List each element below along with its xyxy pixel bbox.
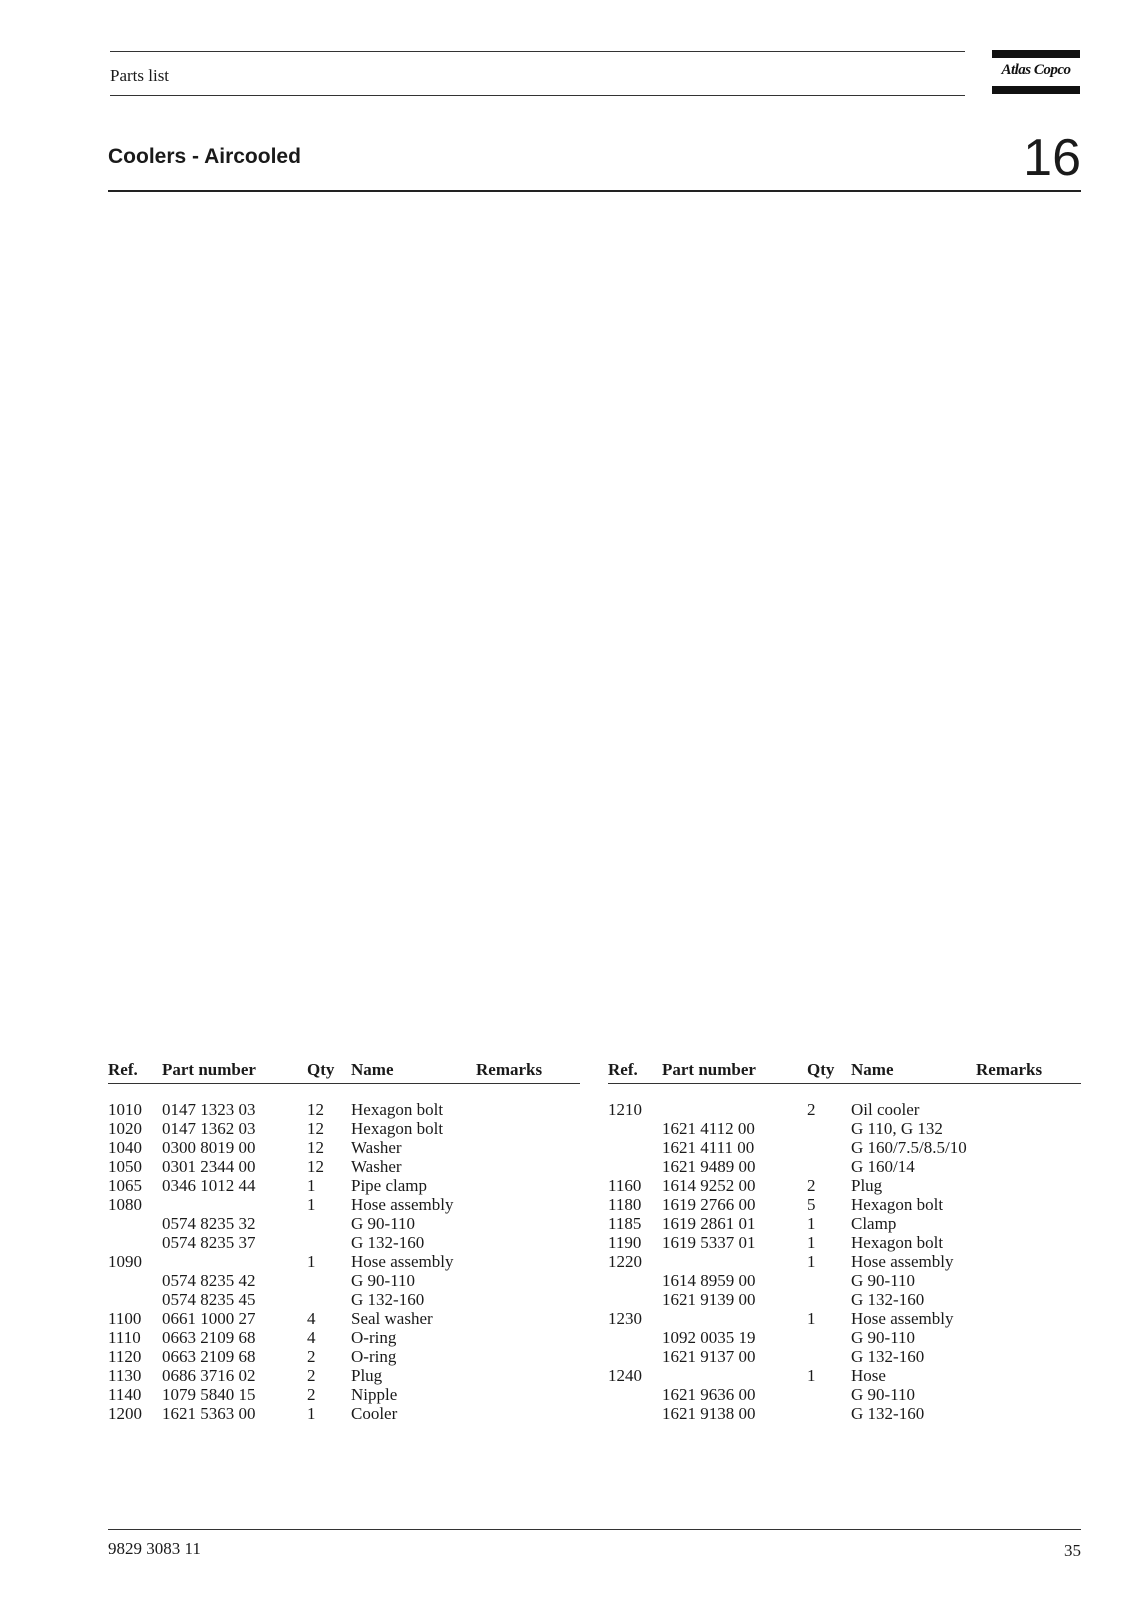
table-spacer-row bbox=[108, 1084, 580, 1101]
table-row bbox=[608, 1290, 1081, 1309]
cell-ref: 1065 bbox=[108, 1176, 142, 1195]
table-row bbox=[608, 1138, 1081, 1157]
logo-wordmark: Atlas Copco bbox=[1001, 62, 1071, 78]
cell-remarks bbox=[976, 1385, 1081, 1404]
cell-part-number: 0663 2109 68 bbox=[162, 1347, 256, 1366]
header-rule-bottom bbox=[110, 95, 965, 96]
cell-name: Hose assembly bbox=[851, 1252, 954, 1271]
cell-name: Hose assembly bbox=[351, 1252, 454, 1271]
col-header-ref: Ref. bbox=[608, 1060, 662, 1084]
cell-qty: 12 bbox=[307, 1119, 324, 1138]
cell-remarks bbox=[476, 1347, 580, 1366]
cell-name: G 160/14 bbox=[851, 1157, 915, 1176]
cell-remarks bbox=[976, 1252, 1081, 1271]
cell-remarks bbox=[976, 1214, 1081, 1233]
table-row bbox=[108, 1309, 580, 1328]
cell-ref bbox=[608, 1271, 662, 1290]
cell-name: G 132-160 bbox=[851, 1290, 925, 1309]
cell-name: G 90-110 bbox=[351, 1214, 416, 1233]
cell-part-number: 1092 0035 19 bbox=[662, 1328, 756, 1347]
cell-qty bbox=[807, 1271, 851, 1290]
cell-ref: 1200 bbox=[108, 1404, 142, 1423]
header-label: Parts list bbox=[110, 66, 170, 85]
cell-qty bbox=[307, 1271, 351, 1290]
table-row bbox=[608, 1309, 1081, 1328]
cell-qty bbox=[807, 1119, 851, 1138]
cell-qty: 4 bbox=[307, 1309, 316, 1328]
cell-remarks bbox=[976, 1347, 1081, 1366]
cell-qty: 1 bbox=[807, 1366, 816, 1385]
col-header-name: Name bbox=[851, 1060, 976, 1084]
cell-remarks bbox=[976, 1157, 1081, 1176]
cell-ref: 1110 bbox=[108, 1328, 141, 1347]
cell-remarks bbox=[476, 1328, 580, 1347]
cell-qty bbox=[807, 1347, 851, 1366]
table-row bbox=[608, 1100, 1081, 1119]
table-row bbox=[608, 1366, 1081, 1385]
table-row bbox=[108, 1100, 580, 1119]
cell-part-number: 0300 8019 00 bbox=[162, 1138, 256, 1157]
cell-remarks bbox=[976, 1366, 1081, 1385]
cell-ref bbox=[608, 1119, 662, 1138]
cell-remarks bbox=[976, 1404, 1081, 1423]
cell-name: G 90-110 bbox=[851, 1328, 916, 1347]
table-row bbox=[608, 1328, 1081, 1347]
cell-qty bbox=[807, 1328, 851, 1347]
table-row bbox=[108, 1157, 580, 1176]
cell-name: G 110, G 132 bbox=[851, 1119, 943, 1138]
table-row bbox=[108, 1195, 580, 1214]
cell-qty bbox=[307, 1214, 351, 1233]
col-header-remarks: Remarks bbox=[976, 1060, 1081, 1084]
cell-remarks bbox=[976, 1309, 1081, 1328]
cell-remarks bbox=[976, 1138, 1081, 1157]
header-rule-top bbox=[110, 51, 965, 52]
table-row bbox=[608, 1195, 1081, 1214]
cell-ref: 1210 bbox=[608, 1100, 642, 1119]
cell-ref bbox=[608, 1404, 662, 1423]
cell-name: Hexagon bolt bbox=[851, 1195, 944, 1214]
cell-name: G 132-160 bbox=[851, 1347, 925, 1366]
cell-ref: 1080 bbox=[108, 1195, 142, 1214]
cell-remarks bbox=[976, 1100, 1081, 1119]
col-header-remarks: Remarks bbox=[476, 1060, 580, 1084]
cell-ref bbox=[608, 1328, 662, 1347]
cell-part-number: 0574 8235 42 bbox=[162, 1271, 256, 1290]
cell-part-number bbox=[662, 1309, 807, 1328]
cell-remarks bbox=[476, 1309, 580, 1328]
table-row bbox=[608, 1176, 1081, 1195]
table-row bbox=[108, 1176, 580, 1195]
atlas-copco-logo bbox=[992, 50, 1080, 94]
cell-part-number: 0663 2109 68 bbox=[162, 1328, 256, 1347]
cell-qty: 1 bbox=[307, 1252, 316, 1271]
cell-ref: 1185 bbox=[608, 1214, 642, 1233]
table-row bbox=[108, 1385, 580, 1404]
cell-name: Hexagon bolt bbox=[351, 1119, 444, 1138]
cell-part-number: 0574 8235 45 bbox=[162, 1290, 256, 1309]
cell-name: Hose assembly bbox=[351, 1195, 454, 1214]
cell-remarks bbox=[976, 1233, 1081, 1252]
cell-ref bbox=[608, 1385, 662, 1404]
cell-ref bbox=[108, 1233, 162, 1252]
cell-qty: 12 bbox=[307, 1157, 324, 1176]
cell-qty bbox=[807, 1290, 851, 1309]
cell-qty: 1 bbox=[807, 1214, 816, 1233]
cell-ref: 1230 bbox=[608, 1309, 642, 1328]
cell-remarks bbox=[476, 1252, 580, 1271]
cell-ref: 1010 bbox=[108, 1100, 142, 1119]
cell-qty: 5 bbox=[807, 1195, 816, 1214]
cell-qty bbox=[307, 1233, 351, 1252]
cell-remarks bbox=[476, 1385, 580, 1404]
cell-part-number: 1621 9636 00 bbox=[662, 1385, 756, 1404]
cell-remarks bbox=[476, 1138, 580, 1157]
cell-remarks bbox=[476, 1290, 580, 1309]
cell-part-number: 0301 2344 00 bbox=[162, 1157, 256, 1176]
col-header-part-number: Part number bbox=[162, 1060, 307, 1084]
cell-part-number: 1621 9139 00 bbox=[662, 1290, 756, 1309]
cell-name: Washer bbox=[351, 1138, 402, 1157]
cell-name: Seal washer bbox=[351, 1309, 433, 1328]
table-row bbox=[108, 1347, 580, 1366]
cell-ref: 1040 bbox=[108, 1138, 142, 1157]
table-row bbox=[608, 1404, 1081, 1423]
cell-remarks bbox=[476, 1100, 580, 1119]
cell-ref: 1020 bbox=[108, 1119, 142, 1138]
cell-remarks bbox=[476, 1233, 580, 1252]
table-row bbox=[108, 1271, 580, 1290]
cell-part-number bbox=[162, 1195, 307, 1214]
cell-ref bbox=[608, 1157, 662, 1176]
cell-qty bbox=[307, 1290, 351, 1309]
cell-part-number: 1621 9137 00 bbox=[662, 1347, 756, 1366]
cell-part-number: 1619 2861 01 bbox=[662, 1214, 756, 1233]
page-number: 35 bbox=[1064, 1541, 1081, 1560]
cell-name: O-ring bbox=[351, 1347, 397, 1366]
cell-name: G 132-160 bbox=[351, 1290, 425, 1309]
cell-qty: 1 bbox=[307, 1195, 316, 1214]
cell-remarks bbox=[476, 1157, 580, 1176]
table-row bbox=[108, 1233, 580, 1252]
cell-name: Oil cooler bbox=[851, 1100, 920, 1119]
cell-remarks bbox=[976, 1119, 1081, 1138]
cell-remarks bbox=[476, 1271, 580, 1290]
cell-name: Hexagon bolt bbox=[351, 1100, 444, 1119]
cell-ref: 1100 bbox=[108, 1309, 142, 1328]
cell-qty: 2 bbox=[307, 1366, 316, 1385]
cell-qty: 1 bbox=[807, 1252, 816, 1271]
cell-qty: 2 bbox=[307, 1347, 316, 1366]
logo-bar-bottom bbox=[992, 86, 1080, 94]
cell-qty: 4 bbox=[307, 1328, 316, 1347]
col-header-ref: Ref. bbox=[108, 1060, 162, 1084]
cell-ref bbox=[608, 1347, 662, 1366]
cell-ref bbox=[608, 1290, 662, 1309]
cell-remarks bbox=[476, 1404, 580, 1423]
cell-ref: 1120 bbox=[108, 1347, 142, 1366]
document-number: 9829 3083 11 bbox=[108, 1539, 201, 1558]
logo-bar-top bbox=[992, 50, 1080, 58]
table-row bbox=[608, 1214, 1081, 1233]
col-header-part-number: Part number bbox=[662, 1060, 807, 1084]
cell-qty bbox=[807, 1404, 851, 1423]
cell-qty: 1 bbox=[307, 1176, 316, 1195]
cell-remarks bbox=[976, 1328, 1081, 1347]
cell-ref: 1090 bbox=[108, 1252, 142, 1271]
cell-part-number: 0574 8235 37 bbox=[162, 1233, 256, 1252]
cell-remarks bbox=[476, 1195, 580, 1214]
cell-ref bbox=[108, 1271, 162, 1290]
cell-qty: 2 bbox=[807, 1100, 816, 1119]
page-title: Coolers - Aircooled bbox=[108, 145, 301, 168]
cell-qty: 12 bbox=[307, 1138, 324, 1157]
parts-table-right bbox=[608, 1060, 1081, 1423]
cell-ref: 1140 bbox=[108, 1385, 142, 1404]
col-header-qty: Qty bbox=[807, 1060, 851, 1084]
cell-part-number: 1619 5337 01 bbox=[662, 1233, 756, 1252]
cell-part-number: 0686 3716 02 bbox=[162, 1366, 256, 1385]
table-row bbox=[108, 1404, 580, 1423]
cell-part-number bbox=[662, 1366, 807, 1385]
table-row bbox=[608, 1385, 1081, 1404]
cell-part-number: 1621 9138 00 bbox=[662, 1404, 756, 1423]
table-row bbox=[608, 1271, 1081, 1290]
cell-part-number bbox=[662, 1252, 807, 1271]
cell-remarks bbox=[476, 1366, 580, 1385]
cell-part-number: 1614 8959 00 bbox=[662, 1271, 756, 1290]
cell-remarks bbox=[476, 1214, 580, 1233]
table-row bbox=[608, 1252, 1081, 1271]
cell-part-number: 1614 9252 00 bbox=[662, 1176, 756, 1195]
cell-part-number: 1621 4112 00 bbox=[662, 1119, 755, 1138]
cell-qty: 1 bbox=[807, 1233, 816, 1252]
cell-ref: 1180 bbox=[608, 1195, 642, 1214]
cell-ref: 1160 bbox=[608, 1176, 642, 1195]
cell-name: G 132-160 bbox=[851, 1404, 925, 1423]
cell-part-number: 0147 1362 03 bbox=[162, 1119, 256, 1138]
cell-remarks bbox=[976, 1195, 1081, 1214]
cell-name: Clamp bbox=[851, 1214, 897, 1233]
cell-qty: 2 bbox=[807, 1176, 816, 1195]
table-spacer-row bbox=[608, 1084, 1081, 1101]
cell-name: Hexagon bolt bbox=[851, 1233, 944, 1252]
cell-part-number: 1621 4111 00 bbox=[662, 1138, 755, 1157]
cell-name: Nipple bbox=[351, 1385, 398, 1404]
table-header-row bbox=[608, 1060, 1081, 1084]
table-row bbox=[108, 1119, 580, 1138]
table-row bbox=[108, 1290, 580, 1309]
cell-part-number bbox=[162, 1252, 307, 1271]
cell-ref: 1190 bbox=[608, 1233, 642, 1252]
cell-name: Cooler bbox=[351, 1404, 398, 1423]
cell-name: G 160/7.5/8.5/10 bbox=[851, 1138, 967, 1157]
cell-part-number: 1621 5363 00 bbox=[162, 1404, 256, 1423]
cell-remarks bbox=[976, 1290, 1081, 1309]
table-row bbox=[608, 1157, 1081, 1176]
cell-name: Hose bbox=[851, 1366, 886, 1385]
table-row bbox=[608, 1119, 1081, 1138]
cell-name: G 132-160 bbox=[351, 1233, 425, 1252]
cell-qty bbox=[807, 1385, 851, 1404]
cell-part-number: 0661 1000 27 bbox=[162, 1309, 256, 1328]
table-row bbox=[108, 1252, 580, 1271]
parts-table-left bbox=[108, 1060, 580, 1423]
cell-remarks bbox=[976, 1176, 1081, 1195]
cell-name: Plug bbox=[351, 1366, 383, 1385]
table-row bbox=[608, 1347, 1081, 1366]
cell-qty: 12 bbox=[307, 1100, 324, 1119]
cell-name: Hose assembly bbox=[851, 1309, 954, 1328]
cell-ref bbox=[608, 1138, 662, 1157]
table-row bbox=[108, 1138, 580, 1157]
cell-remarks bbox=[976, 1271, 1081, 1290]
cell-ref: 1240 bbox=[608, 1366, 642, 1385]
cell-part-number: 0147 1323 03 bbox=[162, 1100, 256, 1119]
cell-qty bbox=[807, 1157, 851, 1176]
cell-name: G 90-110 bbox=[851, 1271, 916, 1290]
cell-part-number: 1079 5840 15 bbox=[162, 1385, 256, 1404]
cell-qty: 1 bbox=[307, 1404, 316, 1423]
col-header-qty: Qty bbox=[307, 1060, 351, 1084]
cell-qty bbox=[807, 1138, 851, 1157]
table-row bbox=[108, 1328, 580, 1347]
cell-qty: 2 bbox=[307, 1385, 316, 1404]
cell-qty: 1 bbox=[807, 1309, 816, 1328]
cell-remarks bbox=[476, 1119, 580, 1138]
table-row bbox=[108, 1214, 580, 1233]
cell-ref bbox=[108, 1290, 162, 1309]
footer-rule bbox=[108, 1529, 1081, 1530]
cell-part-number bbox=[662, 1100, 807, 1119]
cell-remarks bbox=[476, 1176, 580, 1195]
cell-name: G 90-110 bbox=[351, 1271, 416, 1290]
cell-name: G 90-110 bbox=[851, 1385, 916, 1404]
col-header-name: Name bbox=[351, 1060, 476, 1084]
cell-name: O-ring bbox=[351, 1328, 397, 1347]
cell-part-number: 1621 9489 00 bbox=[662, 1157, 756, 1176]
chapter-number: 16 bbox=[1023, 129, 1081, 187]
cell-ref: 1050 bbox=[108, 1157, 142, 1176]
title-rule bbox=[108, 190, 1081, 192]
cell-name: Pipe clamp bbox=[351, 1176, 428, 1195]
cell-ref: 1130 bbox=[108, 1366, 142, 1385]
table-row bbox=[108, 1366, 580, 1385]
cell-name: Washer bbox=[351, 1157, 402, 1176]
cell-ref bbox=[108, 1214, 162, 1233]
cell-part-number: 0574 8235 32 bbox=[162, 1214, 256, 1233]
table-row bbox=[608, 1233, 1081, 1252]
cell-part-number: 0346 1012 44 bbox=[162, 1176, 256, 1195]
table-header-row bbox=[108, 1060, 580, 1084]
cell-part-number: 1619 2766 00 bbox=[662, 1195, 756, 1214]
cell-name: Plug bbox=[851, 1176, 883, 1195]
cell-ref: 1220 bbox=[608, 1252, 642, 1271]
